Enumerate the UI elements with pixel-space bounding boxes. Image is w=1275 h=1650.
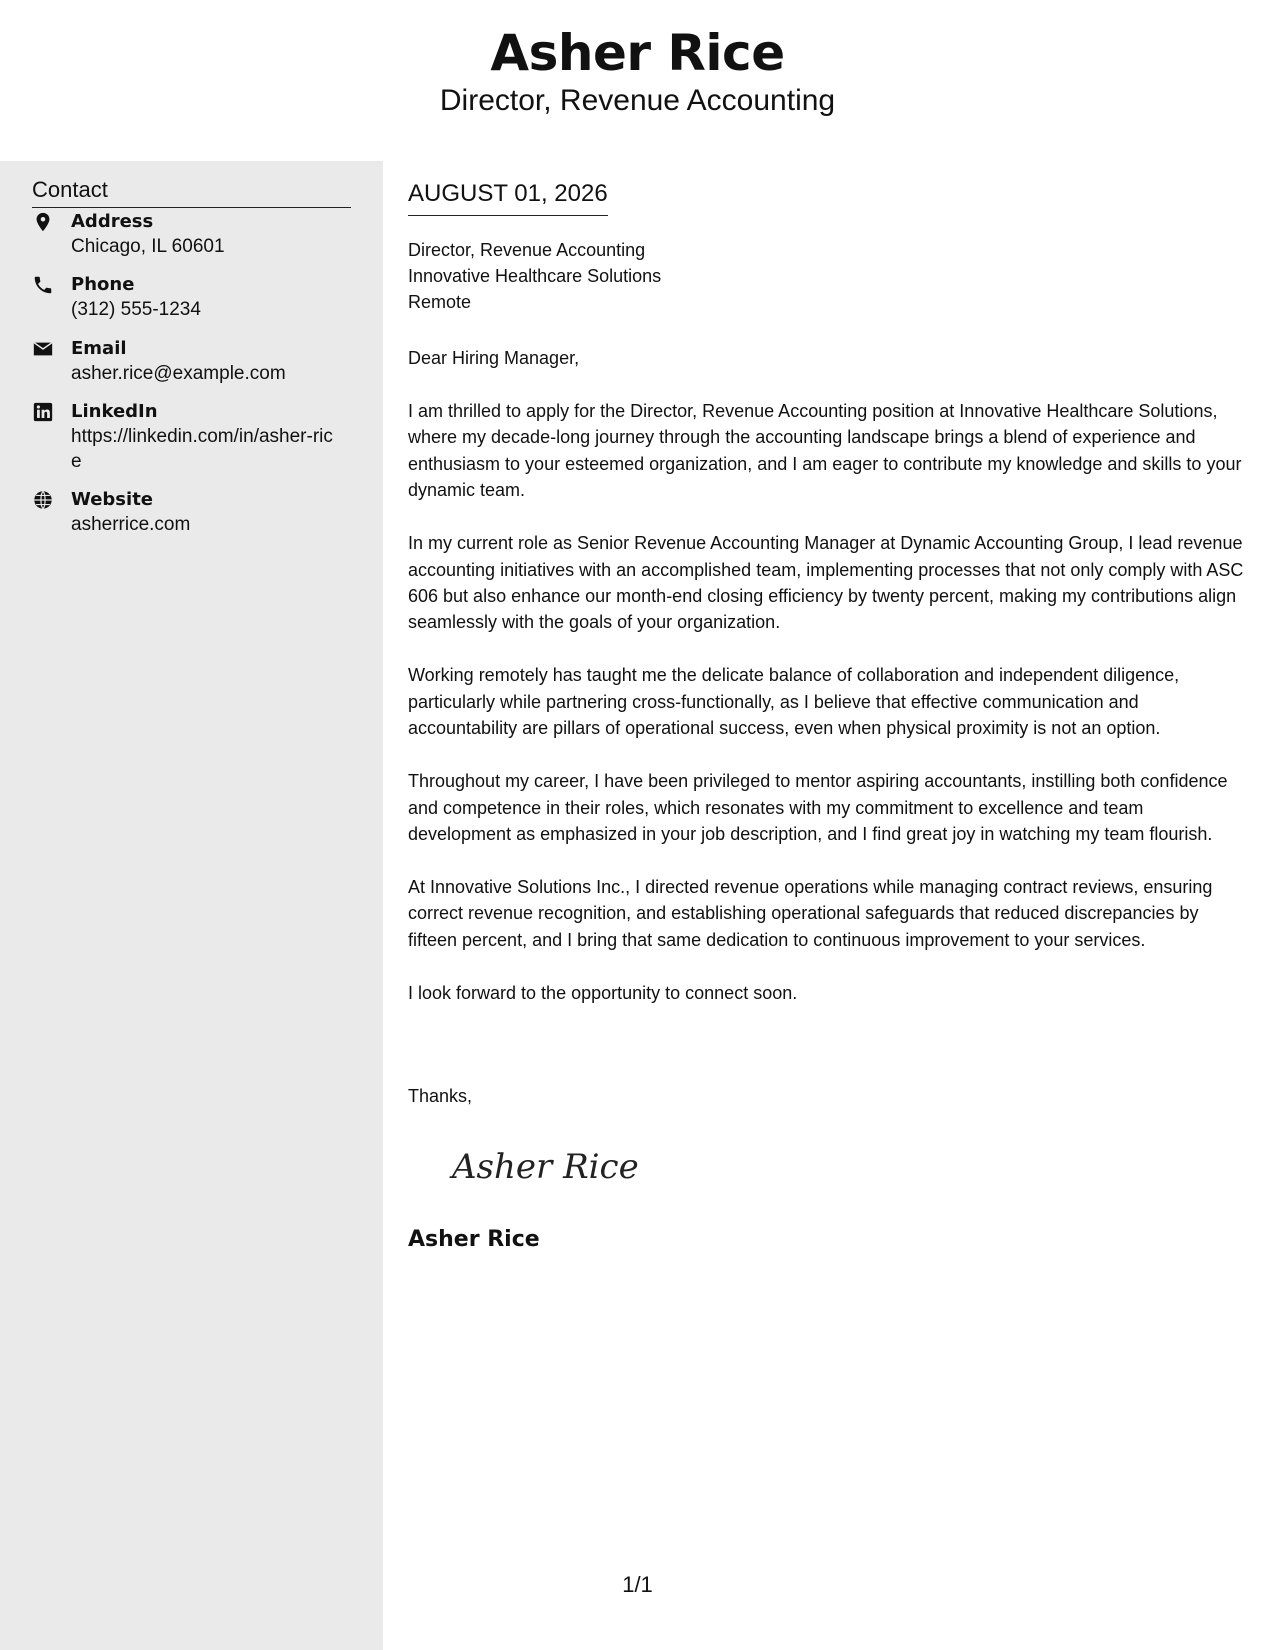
- recipient-line: Innovative Healthcare Solutions: [408, 266, 662, 286]
- signature-text: Asher Rice: [452, 1147, 639, 1187]
- page-number: 1/1: [622, 1572, 653, 1597]
- contact-label: LinkedIn: [71, 401, 158, 422]
- globe-icon: [32, 489, 54, 511]
- contact-heading: Contact: [32, 175, 351, 208]
- contact-label: Website: [71, 489, 154, 510]
- contact-label: Phone: [71, 274, 135, 295]
- envelope-icon: [32, 338, 54, 360]
- applicant-name: Asher Rice: [490, 24, 785, 82]
- closing: Thanks,: [408, 1086, 473, 1106]
- map-pin-icon: [32, 211, 54, 233]
- paragraph: Throughout my career, I have been privileged to mentor aspiring accountants, instilling both confidence and competence in their roles, which resonates with my commitment to excellence and team development as emphasized in your job description, and I find great joy in watching my team flourish.: [408, 771, 1228, 845]
- contact-value: (312) 555-1234: [71, 299, 201, 320]
- recipient-line: Remote: [408, 292, 472, 312]
- letter-header: [0, 0, 1275, 160]
- phone-icon: [32, 274, 54, 296]
- signer-name: Asher Rice: [408, 1227, 540, 1252]
- recipient-block: [408, 237, 661, 315]
- signature-image: [448, 1136, 648, 1196]
- paragraph: I look forward to the opportunity to connect soon.: [408, 982, 798, 1003]
- contact-label: Address: [71, 211, 154, 232]
- letter-paragraphs: [408, 398, 1248, 1033]
- recipient-line: Director, Revenue Accounting: [408, 240, 646, 260]
- paragraph: I am thrilled to apply for the Director, Revenue Accounting position at Innovative Healthcare Solutions, where my decade-long journey through the accounting landscape brings a blend of experience and enthusiasm to your esteemed organization, and I am eager to contribute my knowledge and skills to your dynamic team.: [408, 401, 1242, 501]
- contact-value: asherrice.com: [71, 514, 191, 535]
- letter-date: AUGUST 01, 2026: [408, 179, 608, 216]
- contact-sidebar: [0, 161, 383, 1650]
- contact-value: asher.rice@example.com: [71, 363, 286, 384]
- paragraph: In my current role as Senior Revenue Accounting Manager at Dynamic Accounting Group, I lead revenue accounting initiatives with an accomplished team, implementing processes that not only comply with ASC 606 but also enhance our month-end closing efficiency by twenty percent, making my contributions align seamlessly with the goals of your organization.: [408, 533, 1244, 633]
- contact-value: Chicago, IL 60601: [71, 236, 225, 257]
- linkedin-icon: [32, 401, 54, 423]
- paragraph: Working remotely has taught me the delicate balance of collaboration and independent diligence, particularly while partnering cross-functionally, as I believe that effective communication and accountability are pillars of operational success, even when physical proximity is not an option.: [408, 665, 1180, 739]
- applicant-title: Director, Revenue Accounting: [439, 84, 836, 117]
- contact-value: https://linkedin.com/in/asher-rice: [71, 426, 333, 472]
- paragraph: At Innovative Solutions Inc., I directed revenue operations while managing contract reviews, ensuring correct revenue recognition, and establishing operational safeguards that reduced discrepancies by fifteen percent, and I bring that same dedication to continuous improvement to your services.: [408, 877, 1213, 950]
- salutation: Dear Hiring Manager,: [408, 348, 580, 368]
- contact-label: Email: [71, 338, 127, 359]
